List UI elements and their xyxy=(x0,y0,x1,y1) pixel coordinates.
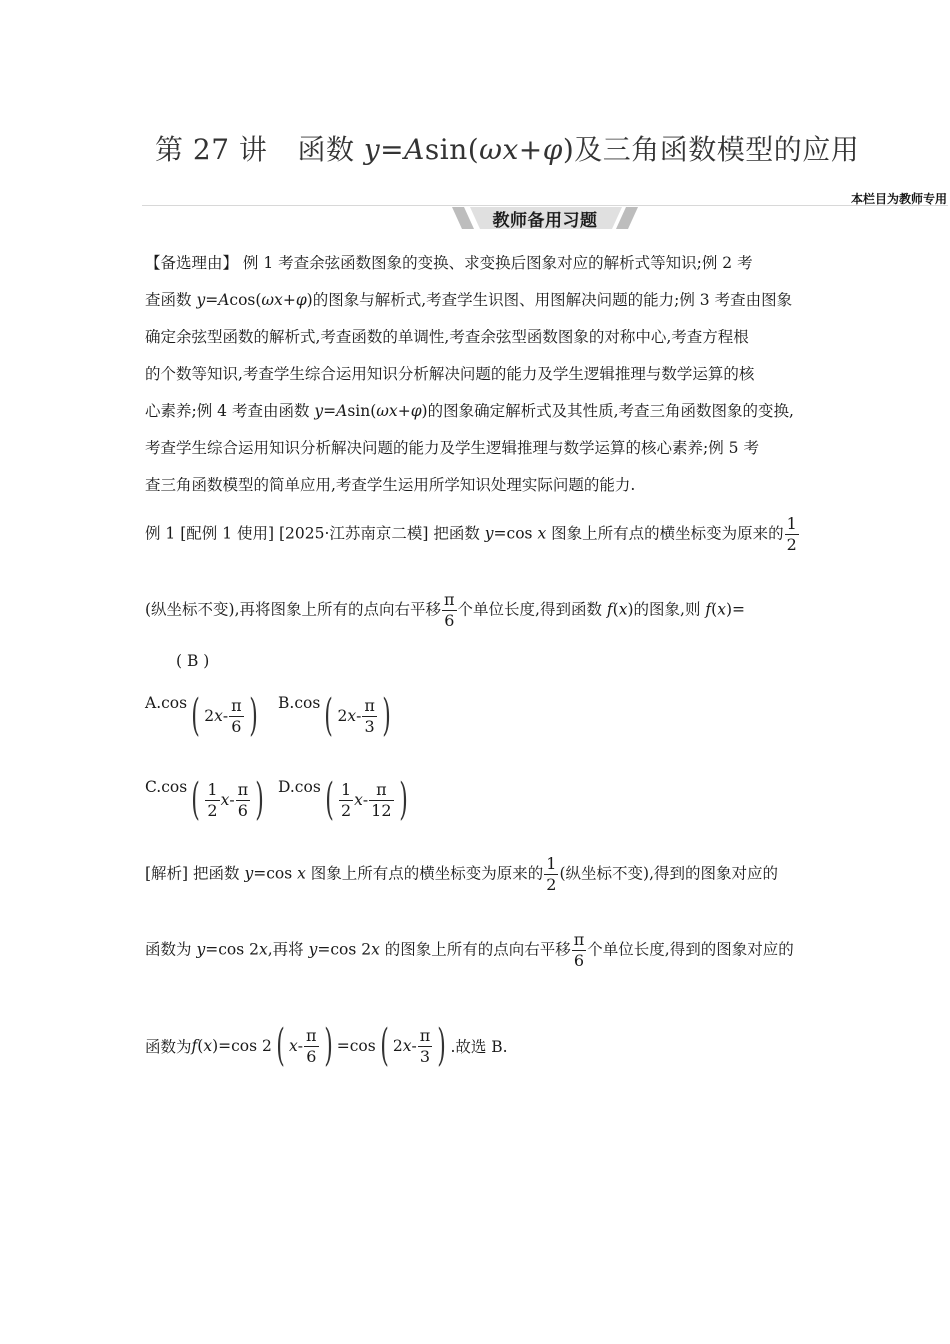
solution-line-1: [解析] 把函数 y=cos x 图象上所有点的横坐标变为原来的 $\frac{1}{2}$ (纵坐标不变),得到的图象对应的 xyxy=(145,854,779,894)
solution-line-2: 函数为 y=cos 2x,再将 y=cos 2x 的图象上所有的点向右平移 $\frac{\pi}{6}$ 个单位长度,得到的图象对应的 xyxy=(145,930,794,970)
banner-title: 教师备用习题 xyxy=(492,211,598,231)
reason-line: 心素养;例 4 考查由函数 y=Asin(ωx+φ)的图象确定解析式及其性质,考查三角函数图象的变换, xyxy=(145,402,794,420)
option-b: B.cos( 2x- $\frac{\pi}{3}$ ) xyxy=(278,690,391,741)
option-d: D.cos( $\frac{1}{2}$ x- $\frac{\pi}{12}$ ) xyxy=(278,774,408,825)
page-title: 第 27 讲 函数 y=Asin(ωx+φ)及三角函数模型的应用 xyxy=(155,133,860,166)
answer-marker: ( B ) xyxy=(176,652,210,670)
fraction-one-half: $\frac{1}{2}$ xyxy=(786,514,797,554)
fraction-pi-over-6: $\frac{\pi}{6}$ xyxy=(444,590,455,630)
option-c: C.cos( $\frac{1}{2}$ x- $\frac{\pi}{6}$ ) xyxy=(145,774,264,825)
section-banner xyxy=(450,205,640,231)
selection-reason xyxy=(145,245,810,504)
example-1-line-1: 例 1 [配例 1 使用] [2025·江苏南京二模] 把函数 y=cos x 图象上所有点的横坐标变为原来的 $\frac{1}{2}$ xyxy=(145,514,797,554)
solution-line-3: 函数为f(x)=cos 2( x- $\frac{\pi}{6}$ ) =cos( 2x- $\frac{\pi}{3}$ ) .故选 B. xyxy=(145,1020,508,1071)
option-a: A.cos( 2x- $\frac{\pi}{6}$ ) xyxy=(145,690,258,741)
lecture-number: 第 27 讲 xyxy=(155,133,268,166)
example-1-line-2: (纵坐标不变),再将图象上所有的点向右平移 $\frac{\pi}{6}$ 个单位长度,得到函数 f(x)的图象,则 f(x)= xyxy=(145,590,745,630)
reason-line: 确定余弦型函数的解析式,考查函数的单调性,考查余弦型函数图象的对称中心,考查方程根 xyxy=(145,328,749,346)
reason-line: 查函数 y=Acos(ωx+φ)的图象与解析式,考查学生识图、用图解决问题的能力;例 3 考查由图象 xyxy=(145,291,793,309)
reason-line: 考查学生综合运用知识分析解决问题的能力及学生逻辑推理与数学运算的核心素养;例 5 考 xyxy=(145,439,759,457)
reason-line: 【备选理由】 例 1 考查余弦函数图象的变换、求变换后图象对应的解析式等知识;例 2 考 xyxy=(145,254,753,272)
teacher-only-note: 本栏目为教师专用 xyxy=(850,192,947,206)
reason-line: 的个数等知识,考查学生综合运用知识分析解决问题的能力及学生逻辑推理与数学运算的核 xyxy=(145,365,755,383)
reason-line: 查三角函数模型的简单应用,考查学生运用所学知识处理实际问题的能力. xyxy=(145,476,636,494)
